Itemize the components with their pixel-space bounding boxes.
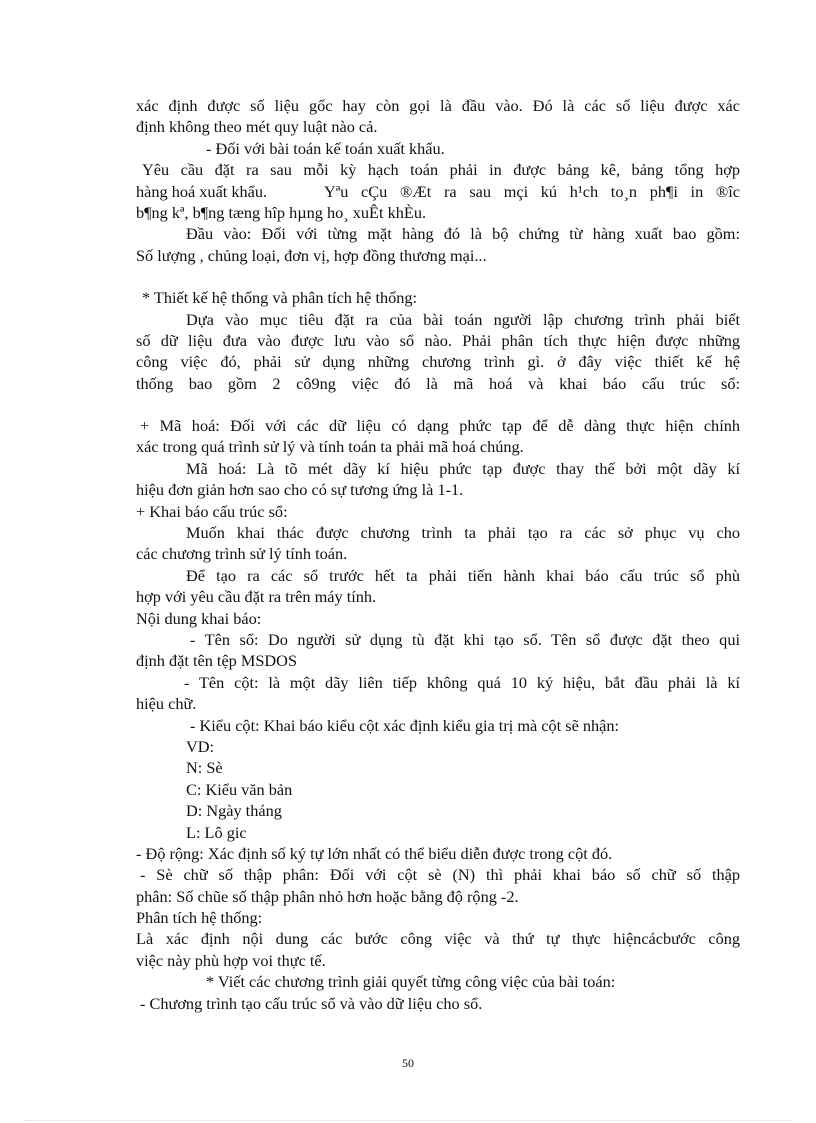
text-line: Số lượng , chủng loại, đơn vị, hợp đồng thương mại... bbox=[136, 245, 487, 265]
list-item: D: Ngày tháng bbox=[186, 801, 282, 821]
text-line: định đặt tên tệp MSDOS bbox=[136, 651, 297, 671]
paragraph-gap bbox=[136, 266, 740, 287]
text-line: Muốn khai thác được chương trình ta phải tạo ra các sở phục vụ cho bbox=[186, 523, 740, 543]
garbled-text-line: b¶ng kª, b¶ng tæng hîp hµng ho¸ xuÊt khÈu. bbox=[136, 202, 427, 222]
text-line: Là xác định nội dung các bước công việc và thứ tự thực hiệncácbước công bbox=[136, 929, 740, 949]
text-line: xác định được số liệu gốc hay còn gọi là đầu vào. Đó là các số liệu được xác bbox=[136, 96, 740, 115]
section-heading: * Thiết kế hệ thống và phân tích hệ thống: bbox=[142, 288, 418, 308]
text-line: * Viết các chương trình giải quyết từng công việc của bài toán: bbox=[206, 972, 616, 992]
text-line: thống bao gồm 2 cô9ng việc đó là mã hoá và khai báo cấu trúc sổ: bbox=[136, 373, 740, 393]
text-line: hợp với yêu cầu đặt ra trên máy tính. bbox=[136, 587, 377, 607]
text-line: - Sè chữ số thập phân: Đối với cột sè (N) thì phải khai báo số chữ số thập bbox=[140, 865, 740, 885]
text-line: việc này phù hợp voi thực tế. bbox=[136, 950, 326, 970]
text-line: hiệu chữ. bbox=[136, 694, 197, 714]
text-line: + Khai báo cấu trúc sổ: bbox=[136, 501, 288, 521]
text-line: Để tạo ra các sổ trước hết ta phải tiến hành khai báo cấu trúc sổ phù bbox=[186, 565, 740, 585]
page-body bbox=[136, 95, 740, 1014]
list-item: L: Lô gic bbox=[186, 822, 247, 842]
page-number: 50 bbox=[402, 1056, 414, 1070]
text-line: hàng hoá xuất khẩu. bbox=[136, 181, 268, 201]
mixed-line bbox=[136, 181, 740, 202]
text-line: xác trong quá trình sử lý và tính toán ta phải mã hoá chúng. bbox=[136, 437, 524, 457]
text-line: - Kiểu cột: Khai báo kiểu cột xác định kiểu gia trị mà cột sẽ nhận: bbox=[190, 715, 620, 735]
text-line: định không theo mét quy luật nào cả. bbox=[136, 117, 378, 137]
page-footer-divider bbox=[24, 1120, 792, 1121]
text-line: Yêu cầu đặt ra sau mỗi kỳ hạch toán phải in được bảng kê, bảng tổng hợp bbox=[142, 160, 740, 180]
list-item: N: Sè bbox=[186, 758, 223, 778]
text-line: Mã hoá: Là tõ mét dãy kí hiệu phức tạp được thay thế bởi một dãy kí bbox=[186, 458, 740, 478]
text-line: phân: Số chũe số thập phân nhỏ hơn hoặc bằng độ rộng -2. bbox=[136, 886, 519, 906]
garbled-text-line: Yªu cÇu ®Æt ra sau mçi kú h¹ch to¸n ph¶i in ®îc bbox=[324, 181, 740, 201]
list-item: C: Kiểu văn bản bbox=[186, 779, 293, 799]
text-line: - Độ rộng: Xác định số ký tự lớn nhất có thể biểu diễn được trong cột đó. bbox=[136, 843, 613, 863]
text-line: số dữ liệu đưa vào được lưu vào sổ nào. Phải phân tích thực hiện được những bbox=[136, 330, 740, 350]
text-line: - Tên cột: là một dãy liên tiếp không quá 10 ký hiệu, bắt đầu phải là kí bbox=[184, 672, 740, 692]
text-line: hiệu đơn giản hơn sao cho có sự tương ứng là 1-1. bbox=[136, 480, 464, 500]
list-item: VD: bbox=[186, 736, 215, 756]
text-line: Dựa vào mục tiêu đặt ra của bài toán người lập chương trình phải biết bbox=[186, 309, 740, 329]
text-line: - Chương trình tạo cấu trúc sổ và vào dữ liệu cho sổ. bbox=[140, 993, 483, 1013]
text-line: - Tên sổ: Do người sử dụng tù đặt khi tạo sổ. Tên sổ được đặt theo qui bbox=[190, 629, 740, 649]
text-line: Phân tích hệ thống: bbox=[136, 908, 263, 928]
text-line: các chương trình sử lý tính toán. bbox=[136, 544, 348, 564]
text-line: công việc đó, phải sử dụng những chương trình gì. ở đây việc thiết kế hệ bbox=[136, 352, 740, 372]
text-line: + Mã hoá: Đối với các dữ liệu có dạng phức tạp để dễ dàng thực hiện chính bbox=[140, 416, 740, 436]
text-line: Nội dung khai báo: bbox=[136, 608, 262, 628]
text-line: Đầu vào: Đối với từng mặt hàng đó là bộ chứng từ hàng xuất bao gồm: bbox=[186, 224, 740, 244]
paragraph-gap bbox=[136, 394, 740, 415]
text-line: - Đối với bài toán kế toán xuất khẩu. bbox=[206, 138, 445, 158]
